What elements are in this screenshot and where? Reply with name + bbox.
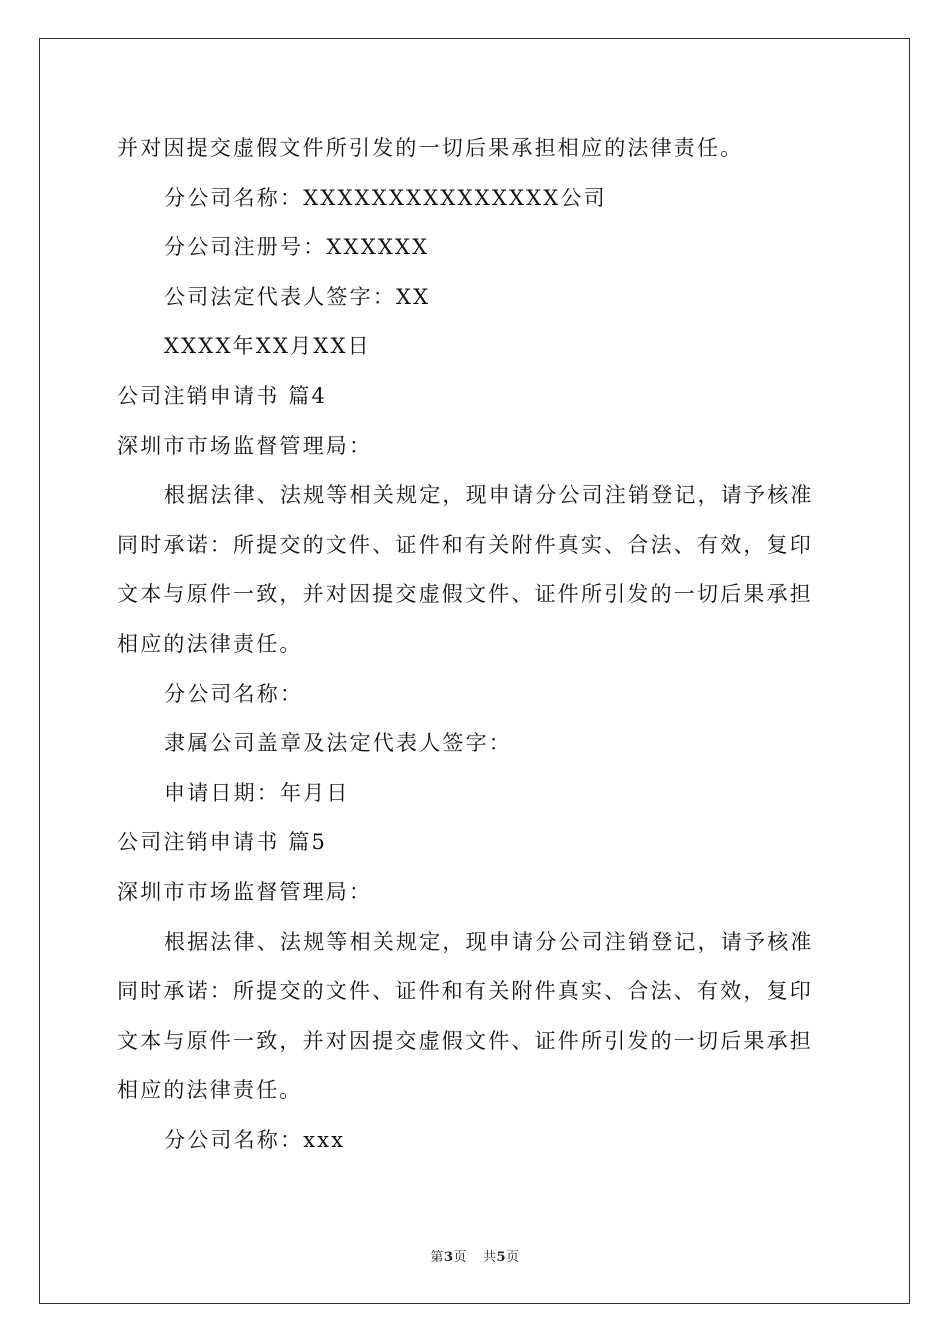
text-line: 分公司名称： [164, 681, 304, 706]
page-prefix: 第 [430, 1250, 444, 1265]
text-line: 分公司名称：XXXXXXXXXXXXXXX公司 [164, 185, 607, 210]
text-line: 根据法律、法规等相关规定，现申请分公司注销登记，请予核准 [164, 929, 814, 954]
document-body [117, 124, 837, 1165]
text-line: 相应的法律责任。 [117, 1078, 303, 1103]
section-heading: 公司注销申请书 篇5 [117, 830, 328, 855]
addressee: 深圳市市场监督管理局： [117, 879, 373, 904]
text-line: 文本与原件一致，并对因提交虚假文件、证件所引发的一切后果承担 [117, 1028, 813, 1053]
page-suffix: 页 [453, 1250, 467, 1265]
text-line: 分公司注册号：XXXXXX [164, 235, 430, 260]
text-line: XXXX年XX月XX日 [164, 334, 371, 359]
text-line: 同时承诺：所提交的文件、证件和有关附件真实、合法、有效，复印 [117, 532, 813, 557]
addressee: 深圳市市场监督管理局： [117, 433, 373, 458]
page-footer [0, 1246, 950, 1265]
text-line: 同时承诺：所提交的文件、证件和有关附件真实、合法、有效，复印 [117, 979, 813, 1004]
text-line: 文本与原件一致，并对因提交虚假文件、证件所引发的一切后果承担 [117, 582, 813, 607]
section-heading: 公司注销申请书 篇4 [117, 383, 328, 408]
text-line: 并对因提交虚假文件所引发的一切后果承担相应的法律责任。 [117, 136, 744, 160]
text-line: 相应的法律责任。 [117, 631, 303, 656]
text-line: 根据法律、法规等相关规定，现申请分公司注销登记，请予核准 [164, 483, 814, 508]
total-prefix: 共 [483, 1250, 497, 1265]
text-line: 申请日期：年月日 [164, 780, 350, 805]
total-suffix: 页 [506, 1250, 520, 1265]
total-pages: 5 [496, 1250, 507, 1265]
text-line: 公司法定代表人签字：XX [164, 284, 431, 309]
text-line: 隶属公司盖章及法定代表人签字： [164, 731, 512, 756]
page-number: 3 [443, 1250, 454, 1265]
text-line: 分公司名称：xxx [164, 1127, 346, 1152]
